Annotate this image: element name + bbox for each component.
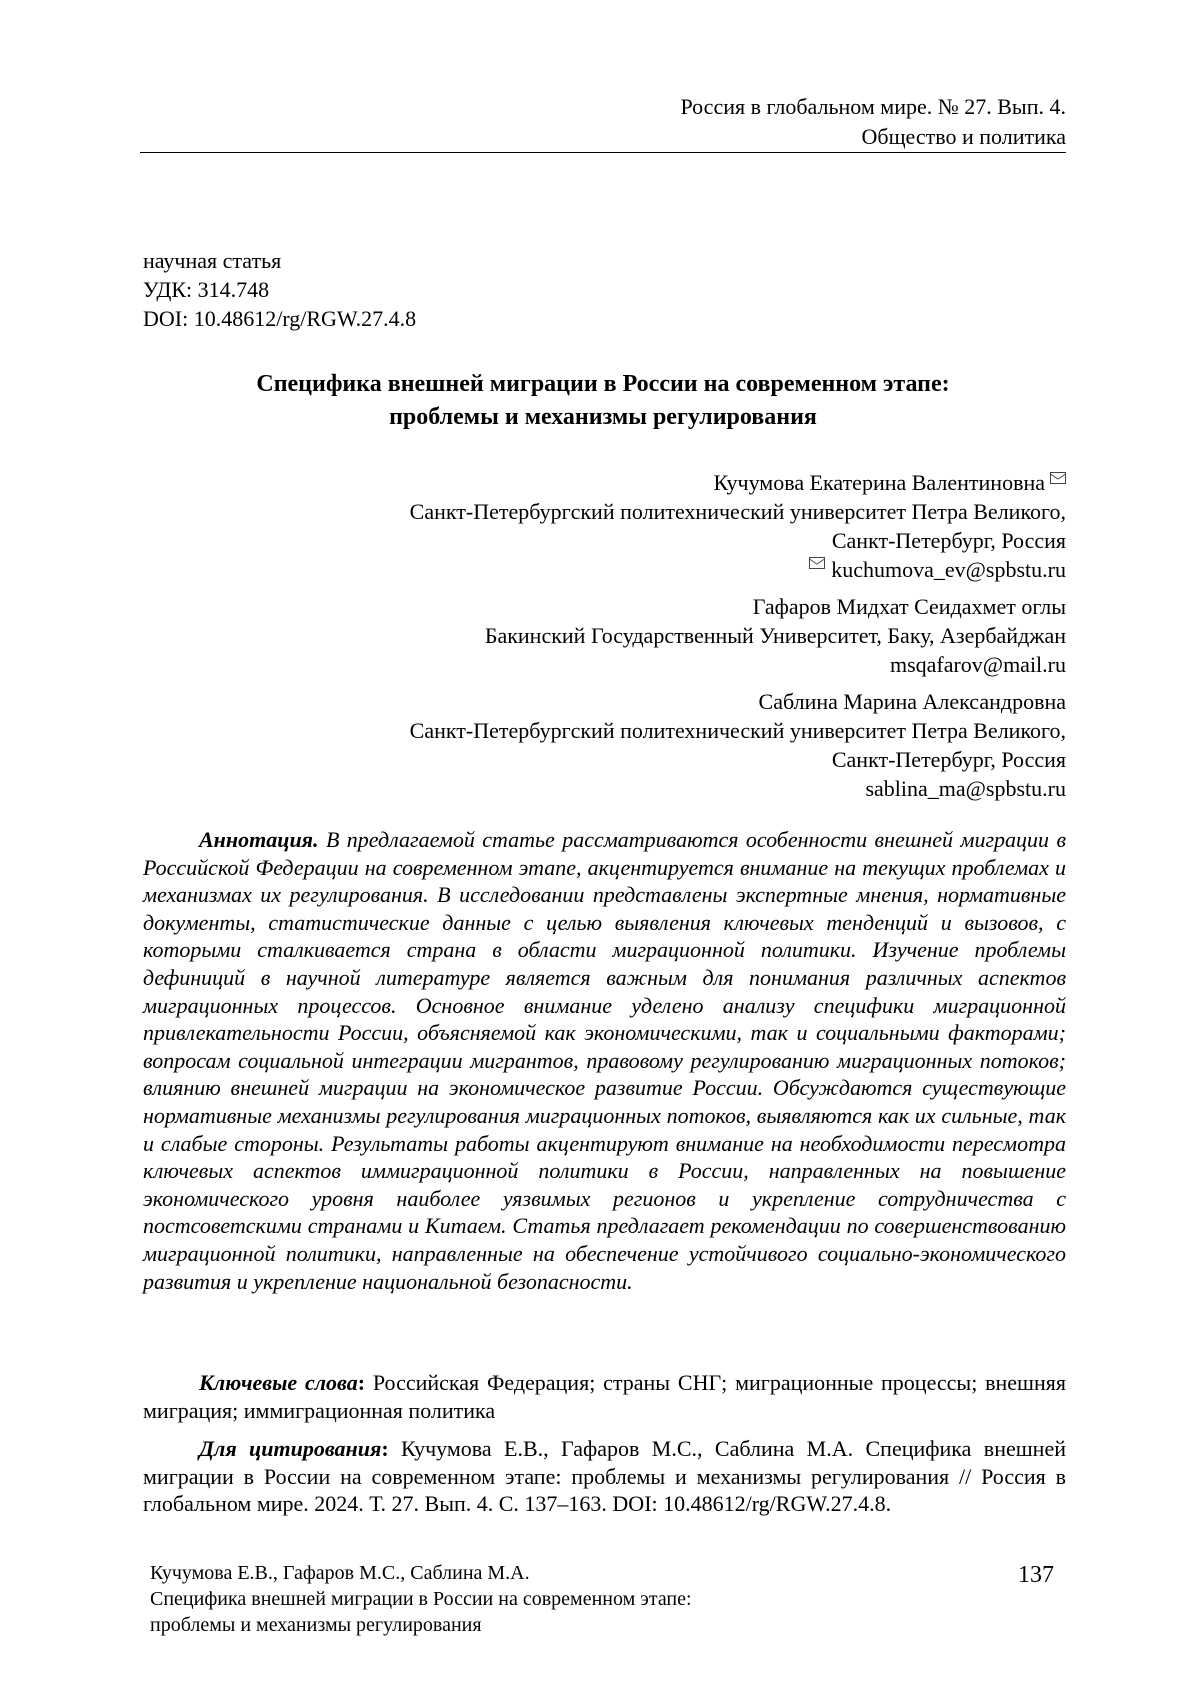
running-header [140,92,1066,152]
author-affiliation: Санкт-Петербург, Россия [831,528,1066,553]
keywords [143,1369,1066,1425]
author-name: Саблина Марина Александровна [758,689,1066,714]
author-affiliation: Санкт-Петербургский политехнический университет Петра Великого, [409,718,1066,743]
keywords-heading: Ключевые слова [199,1370,358,1395]
author-affiliation: Бакинский Государственный Университет, Баку, Азербайджан [484,623,1066,648]
doi-link[interactable]: DOI: 10.48612/rg/RGW.27.4.8 [143,306,417,331]
udc-code: УДК: 314.748 [143,277,270,302]
citation-text: Кучумова Е.В., Гафаров М.С., Саблина М.А. Специфика внешней миграции в России на современном этапе: проблемы и механизмы регулирования // Россия в глобальном мире. 2024. Т. 27. Вып. 4. С. 137–163. DOI: 10.48612/rg/RGW.27.4.8. [143,1436,1066,1516]
footer-title: Специфика внешней миграции в России на современном этапе: [150,1588,692,1610]
author-email-line [140,555,1066,584]
abstract [143,826,1066,1295]
page-footer [150,1560,692,1638]
page-number: 137 [1018,1562,1054,1588]
author-name-line [140,468,1066,497]
header-divider [140,152,1066,153]
journal-section: Общество и политика [861,124,1066,149]
keywords-text: Российская Федерация; страны СНГ; миграционные процессы; внешняя миграция; иммиграционная политика [143,1370,1066,1423]
author-email[interactable]: msqafarov@mail.ru [889,652,1066,677]
author-block [140,592,1066,679]
envelope-icon [1050,472,1066,484]
author-list [140,468,1066,811]
journal-issue: Россия в глобальном мире. № 27. Вып. 4. [680,94,1066,119]
author-email[interactable]: kuchumova_ev@spbstu.ru [831,557,1066,582]
author-email[interactable]: sablina_ma@spbstu.ru [865,776,1066,801]
keywords-colon: : [357,1370,366,1395]
envelope-icon [809,557,825,569]
title-line: Специфика внешней миграции в России на современном этапе: [256,371,950,397]
author-name: Гафаров Мидхат Сеидахмет оглы [752,594,1066,619]
author-affiliation: Санкт-Петербургский политехнический университет Петра Великого, [409,499,1066,524]
citation-colon: : [381,1436,389,1461]
abstract-text: В предлагаемой статье рассматриваются особенности внешней миграции в Российской Федерации на современном этапе, акцентируется внимание на текущих проблемах и механизмах их регулирования. В исследовании представлены экспертные мнения, нормативные документы, статистические данные с целью выявления ключевых тенденций и вызовов, с которыми сталкивается страна в области миграционной политики. Изучение проблемы дефиниций в научной литературе является важным для понимания различных аспектов миграционных процессов. Основное внимание уделено анализу специфики миграционной привлекательности России, объясняемой как экономическими, так и социальными факторами; вопросам социальной интеграции мигрантов, правовому регулированию миграционных потоков; влиянию внешней миграции на экономическое развитие России. Обсуждаются существующие нормативные механизмы регулирования миграционных потоков, выявляются как их сильные, так и слабые стороны. Результаты работы акцентируют внимание на необходимости пересмотра ключевых аспектов иммиграционной политики в России, направленных на повышение экономического уровня наиболее уязвимых регионов и укрепление сотрудничества с постсоветскими странами и Китаем. Статья предлагает рекомендации по совершенствованию миграционной политики, направленные на обеспечение устойчивого социально-экономического развития и укрепление национальной безопасности. [143,827,1066,1294]
article-meta [143,246,416,333]
author-name: Кучумова Екатерина Валентиновна [713,470,1045,495]
article-type: научная статья [143,248,282,273]
citation-heading: Для цитирования [199,1436,382,1461]
footer-title: проблемы и механизмы регулирования [150,1614,482,1636]
abstract-heading: Аннотация. [199,827,319,852]
footer-authors: Кучумова Е.В., Гафаров М.С., Саблина М.А. [150,1562,530,1584]
author-block [140,468,1066,584]
author-block [140,687,1066,803]
article-title [140,368,1066,434]
title-line: проблемы и механизмы регулирования [389,404,817,430]
citation [143,1435,1066,1518]
author-affiliation: Санкт-Петербург, Россия [831,747,1066,772]
